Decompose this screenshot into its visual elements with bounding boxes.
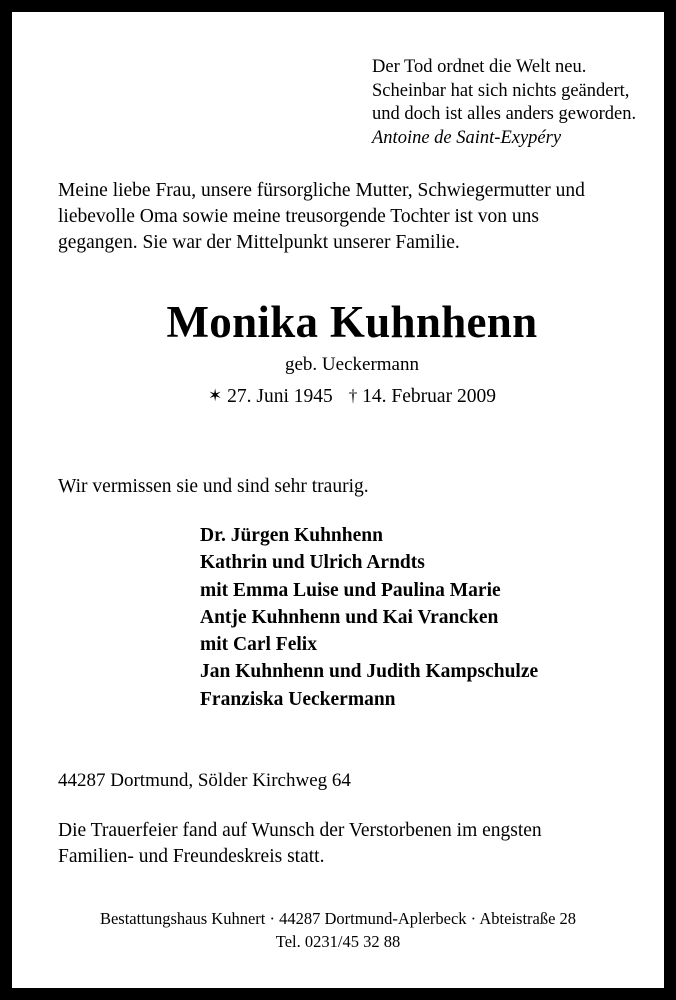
- service-line-1: Die Trauerfeier fand auf Wunsch der Verstorbenen im engsten: [58, 820, 542, 841]
- intro-line-3: gegangen. Sie war der Mittelpunkt unserer Familie.: [58, 232, 460, 253]
- deceased-name: Monika Kuhnhenn: [166, 297, 538, 347]
- survivor-line: Kathrin und Ulrich Arndts: [200, 552, 425, 574]
- survivor-line: Jan Kuhnhenn und Judith Kampschulze: [200, 661, 539, 683]
- survivor-line: mit Carl Felix: [200, 634, 317, 656]
- obituary-notice: [12, 12, 664, 988]
- epigraph-line-1: Der Tod ordnet die Welt neu.: [372, 57, 587, 77]
- epigraph-attribution: Antoine de Saint-Exypéry: [372, 127, 562, 148]
- mourning-line: Wir vermissen sie und sind sehr traurig.: [58, 476, 369, 497]
- epigraph-line-2: Scheinbar hat sich nichts geändert,: [372, 80, 630, 101]
- survivor-line: Franziska Ueckermann: [200, 688, 396, 710]
- death-cross-icon: †: [348, 386, 358, 405]
- intro-line-1: Meine liebe Frau, unsere fürsorgliche Mutter, Schwiegermutter und: [58, 180, 585, 201]
- deceased-block: [58, 296, 646, 410]
- address-line: 44287 Dortmund, Sölder Kirchweg 64: [58, 770, 351, 791]
- intro-paragraph: [58, 178, 646, 256]
- deceased-maiden-name: geb. Ueckermann: [285, 354, 419, 375]
- deceased-dates: [58, 383, 646, 410]
- survivors-list: [200, 522, 648, 713]
- funeral-home-phone: Tel. 0231/45 32 88: [275, 931, 401, 951]
- funeral-home-address: Bestattungshaus Kuhnert · 44287 Dortmund-Aplerbeck · Abteistraße 28: [99, 909, 577, 928]
- birth-date: 27. Juni 1945: [227, 386, 333, 407]
- birth-star-icon: ✶: [208, 386, 223, 405]
- survivor-line: Antje Kuhnhenn und Kai Vrancken: [200, 606, 499, 628]
- service-note: [58, 818, 646, 870]
- survivor-line: Dr. Jürgen Kuhnhenn: [200, 525, 383, 546]
- epigraph-line-3: und doch ist alles anders geworden.: [372, 104, 637, 124]
- funeral-home-footer: [38, 908, 638, 953]
- survivor-line: mit Emma Luise und Paulina Marie: [200, 579, 501, 601]
- service-line-2: Familien- und Freundeskreis statt.: [58, 846, 325, 867]
- death-date: 14. Februar 2009: [362, 386, 496, 407]
- intro-line-2: liebevolle Oma sowie meine treusorgende Tochter ist von uns: [58, 206, 539, 227]
- epigraph-block: [372, 56, 662, 150]
